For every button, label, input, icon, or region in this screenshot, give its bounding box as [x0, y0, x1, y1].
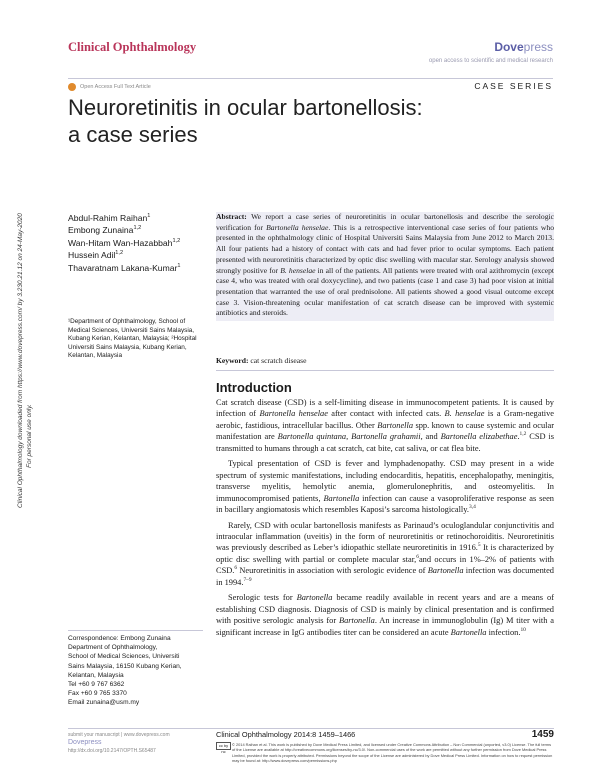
sidebar-line-2: For personal use only.	[26, 404, 33, 468]
author: Abdul-Rahim Raihan$^1$	[68, 213, 151, 223]
open-access-label: Open Access Full Text Article	[80, 84, 151, 90]
keywords: Keyword: cat scratch disease	[216, 356, 307, 365]
affiliations: ¹Department of Ophthalmology, School of Medical Sciences, Universiti Sains Malaysia, Kubang Kerian, Kelantan, Malaysia; ²Hospital Universiti Sains Malaysia, Kubang Kerian, Kelantan, Malaysia	[68, 318, 197, 360]
keywords-label: Keyword:	[216, 356, 249, 365]
download-sidebar	[8, 160, 48, 508]
correspondence: Correspondence: Embong Zunaina Department of Ophthalmology, School of Medical Sciences, Universiti Sains Malaysia, 16150 Kubang Kerian, Kelantan, Malaysia Tel +60 9 767 6362 Fax +60 9 765 3370 Email zunaina@usm.my	[68, 634, 208, 708]
author: Wan-Hitam Wan-Hazabbah$^{1,2}$	[68, 237, 181, 248]
brand-suffix: press	[523, 40, 553, 54]
author-list	[68, 212, 203, 274]
cc-license-icon: cc by nc	[216, 742, 231, 750]
header-rule	[68, 78, 553, 79]
paragraph: Cat scratch disease (CSD) is a self-limiting disease in immunocompetent patients. It is caused by infection of Bartonella henselae after contact with infected cats. B. henselae is a Gram-negative aerobic, fastidious, intracellular bacillus. Other Bartonella spp. known to cause systemic and ocular manifestation are Bartonella quintana, Bartonella grahamii, and Bartonella elizabethae.$^{1,2}$ CSD is transmitted to humans through a cat scratch, cat bite, cat saliva, or cat flea bite.	[216, 398, 555, 453]
journal-name: Clinical Ophthalmology	[68, 40, 197, 54]
page-number: 1459	[531, 729, 554, 740]
open-access-badge	[68, 83, 151, 91]
article-title	[68, 94, 488, 148]
footer-dovepress-logo: Dovepress	[68, 739, 102, 746]
article-type: CASE SERIES	[474, 81, 553, 91]
author: Hussein Adil$^{1,2}$	[68, 250, 124, 261]
abstract-rule	[216, 370, 554, 371]
correspondence-email[interactable]: Email zunaina@usm.my	[68, 699, 140, 707]
sidebar-line-1: Clinical Ophthalmology downloaded from https://www.dovepress.com/ by 3.230.21.12 on 24-May-2020	[17, 213, 24, 508]
title-line-2: a case series	[68, 122, 198, 147]
author: Thavaratnam Lakana-Kumar$^1$	[68, 262, 181, 273]
section-heading: Introduction	[216, 380, 292, 395]
body-text	[216, 397, 554, 642]
footer-rule	[68, 728, 554, 729]
abstract-label: Abstract:	[216, 212, 247, 221]
paragraph: Typical presentation of CSD is fever and lymphadenopathy. CSD may present in a wide spectrum of systemic manifestations, including endocarditis, hepatitis, encephalopathy, meningitis, transverse myelitis, hemolytic anemia, glomerulonephritis, and osteomyelitis. In immunocompromised patients, Bartonella infection can cause a vasoproliferative response as seen in bacillary angiomatosis which resembles Kaposi’s sarcoma histologically.$^{3,4}$	[216, 459, 554, 515]
abstract: Abstract: We report a case series of neuroretinitis in ocular bartonellosis and describe the serologic verification for Bartonella henselae. This is a retrospective interventional case series of four patients who presented in the ophthalmology clinic of Hospital Universiti Sains Malaysia from June 2012 to March 2013. All four patients had a history of contact with cats and had fever prior to ocular symptoms. Each patient presented with neuroretinitis characterized by optic disc swelling with macular star. Serology analysis showed strongly positive for B. henselae in all of the patients. All patients were treated with oral azithromycin (except case 4, who was treated with oral doxycycline), and two patients (case 1 and case 3) had poor vision at initial presentation that warranted the use of oral prednisolone. All patients showed a good visual outcome except case 3. Vision-threatening ocular manifestation of cat scratch disease can be improved with systemic antibiotics and steroids.	[216, 212, 554, 321]
submit-link[interactable]: submit your manuscript | www.dovepress.com	[68, 732, 170, 738]
author: Embong Zunaina$^{1,2}$	[68, 225, 142, 236]
doi-link[interactable]: http://dx.doi.org/10.2147/OPTH.S65487	[68, 748, 156, 754]
open-access-icon	[68, 83, 76, 91]
footer-left	[68, 731, 208, 755]
title-line-1: Neuroretinitis in ocular bartonellosis:	[68, 95, 423, 120]
correspondence-rule	[68, 630, 203, 631]
license-text: © 2014 Raihan et al. This work is published by Dove Medical Press Limited, and licensed under Creative Commons Attribution – Non Commercial (unported, v3.0) License. The full terms of the License are available at http://creativecommons.org/licenses/by-nc/3.0/. Non-commercial uses of the work are permitted without any further permission from Dove Medical Press Limited, provided the work is properly attributed. Permissions beyond the scope of the License are administered by Dove Medical Press Limited. Information on how to request permission may be found at: http://www.dovepress.com/permissions.php	[232, 742, 553, 764]
paragraph: Serologic tests for Bartonella became readily available in recent years and are a means of establishing CSD diagnosis. Diagnosis of CSD is mainly by clinical presentation and is confirmed with positive serologic analysis for Bartonella. An increase in immunoglobulin (Ig) M titer with a significant increase in IgG antibodies titer can be considered an acute Bartonella infection.$^{10}$	[216, 593, 554, 637]
brand-prefix: Dove	[494, 40, 524, 54]
journal-citation: Clinical Ophthalmology 2014:8 1459–1466	[216, 730, 356, 739]
paragraph: Rarely, CSD with ocular bartonellosis manifests as Parinaud’s oculoglandular conjunctivitis and intraocular inflammation (uveitis) in the form of neuroretinitis or retinochoroiditis. Neuroretinitis was previously described as Leber’s idiopathic stellate neuroretinitis in 1916.$^5$ It is characterized by optic disc swelling with partial or complete macular star,$^6$and occurs in 1%–2% of patients with CSD.$^6$ Neuroretinitis in association with serologic evidence of Bartonella infection was documented in 1994.$^{7-9}$	[216, 520, 554, 587]
publisher-logo	[494, 40, 553, 54]
publisher-tagline: open access to scientific and medical research	[428, 58, 553, 64]
